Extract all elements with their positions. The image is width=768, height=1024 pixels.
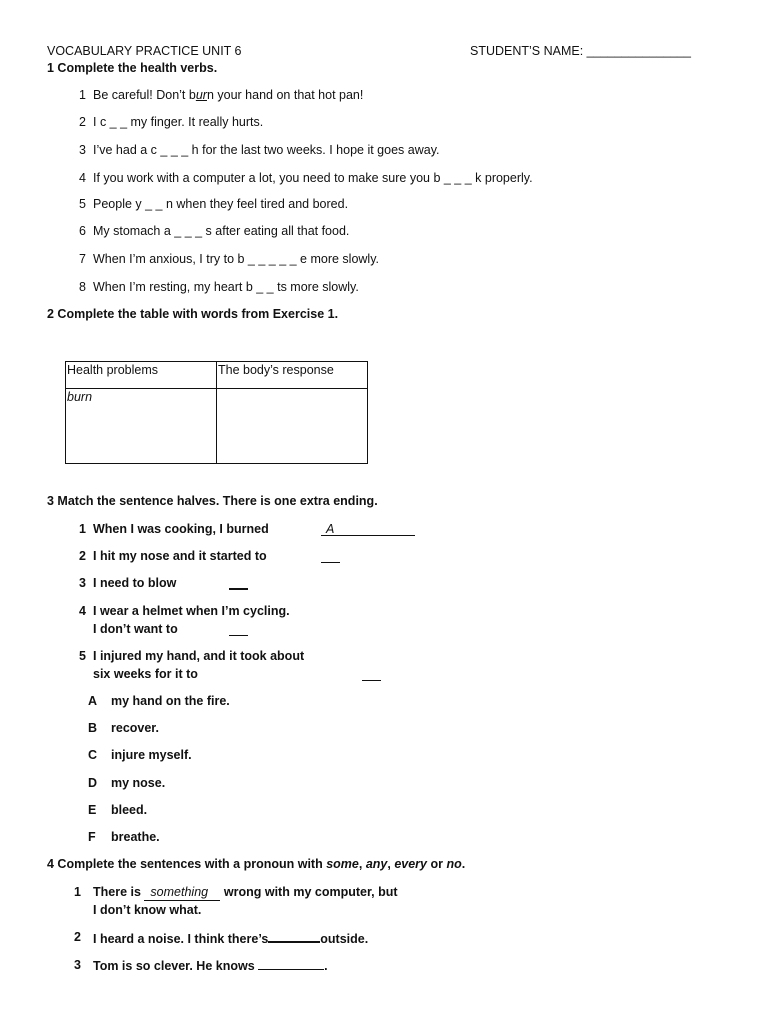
- answer-example: ur: [195, 88, 207, 102]
- answer-blank[interactable]: [321, 548, 340, 563]
- item-number: 4: [79, 604, 86, 618]
- answer-example: something: [150, 885, 209, 899]
- item-number: 2: [79, 549, 86, 563]
- item-text: My stomach a _ _ _ s after eating all that food.: [93, 224, 350, 238]
- answer-blank[interactable]: [229, 575, 248, 590]
- worksheet-title: VOCABULARY PRACTICE UNIT 6: [47, 44, 242, 58]
- ending-text: my nose.: [111, 776, 166, 790]
- item-number: 3: [79, 143, 86, 157]
- item-text: I c _ _ my finger. It really hurts.: [93, 115, 264, 129]
- answer-blank[interactable]: [268, 929, 320, 943]
- item-number: 6: [79, 224, 86, 238]
- item-text: I hit my nose and it started to: [93, 549, 267, 563]
- item-text: I heard a noise. I think there’s outside.: [93, 929, 368, 947]
- student-name-field[interactable]: STUDENT’S NAME: _______________: [470, 44, 691, 58]
- ex4-heading: 4 Complete the sentences with a pronoun with some, any, every or no.: [47, 857, 466, 871]
- table-header-body-response: The body’s response: [217, 362, 368, 389]
- health-table: [65, 361, 368, 464]
- ending-letter: B: [88, 721, 98, 735]
- answer-blank[interactable]: [321, 521, 415, 536]
- item-text: Be careful! Don’t burn your hand on that hot pan!: [93, 88, 364, 102]
- item-number: 7: [79, 252, 86, 266]
- item-text: Tom is so clever. He knows .: [93, 959, 328, 973]
- item-text: If you work with a computer a lot, you need to make sure you b _ _ _ k properly.: [93, 171, 533, 185]
- item-number: 5: [79, 649, 86, 663]
- item-text-line2: six weeks for it to: [93, 667, 198, 681]
- item-text: When I was cooking, I burned: [93, 522, 269, 536]
- item-number: 2: [79, 115, 86, 129]
- ending-letter: E: [88, 803, 97, 817]
- item-number: 1: [79, 88, 86, 102]
- item-text: I’ve had a c _ _ _ h for the last two weeks. I hope it goes away.: [93, 143, 440, 157]
- ending-letter: A: [88, 694, 98, 708]
- item-text: People y _ _ n when they feel tired and bored.: [93, 197, 349, 211]
- ending-text: bleed.: [111, 803, 148, 817]
- table-header-health-problems: Health problems: [66, 362, 217, 389]
- item-text: There is something wrong with my computer, but: [93, 885, 398, 899]
- ending-text: recover.: [111, 721, 159, 735]
- item-number: 3: [79, 576, 86, 590]
- item-text-line2: I don’t know what.: [93, 903, 202, 917]
- ex1-heading: 1 Complete the health verbs.: [47, 61, 218, 75]
- table-cell-body-response[interactable]: [217, 389, 368, 464]
- item-text-line2: I don’t want to: [93, 622, 178, 636]
- ending-text: injure myself.: [111, 748, 192, 762]
- ending-letter: C: [88, 748, 98, 762]
- ex2-heading: 2 Complete the table with words from Exercise 1.: [47, 307, 339, 321]
- item-number: 8: [79, 280, 86, 294]
- ending-letter: D: [88, 776, 98, 790]
- ending-letter: F: [88, 830, 96, 844]
- item-number: 3: [74, 958, 81, 972]
- table-cell-health-problems[interactable]: burn: [66, 389, 217, 464]
- ending-text: my hand on the fire.: [111, 694, 230, 708]
- item-number: 2: [74, 930, 81, 944]
- item-text: When I’m anxious, I try to b _ _ _ _ _ e more slowly.: [93, 252, 379, 266]
- item-number: 1: [74, 885, 81, 899]
- answer-example: A: [326, 522, 335, 536]
- ex3-heading: 3 Match the sentence halves. There is one extra ending.: [47, 494, 378, 508]
- answer-blank[interactable]: [258, 957, 324, 970]
- item-text: I wear a helmet when I’m cycling.: [93, 604, 290, 618]
- item-text: When I’m resting, my heart b _ _ ts more slowly.: [93, 280, 359, 294]
- item-text: I injured my hand, and it took about: [93, 649, 305, 663]
- ending-text: breathe.: [111, 830, 160, 844]
- answer-blank[interactable]: [229, 621, 248, 636]
- item-number: 1: [79, 522, 86, 536]
- answer-blank[interactable]: [362, 666, 381, 681]
- item-text: I need to blow: [93, 576, 177, 590]
- item-number: 4: [79, 171, 86, 185]
- answer-blank[interactable]: [144, 884, 220, 901]
- item-number: 5: [79, 197, 86, 211]
